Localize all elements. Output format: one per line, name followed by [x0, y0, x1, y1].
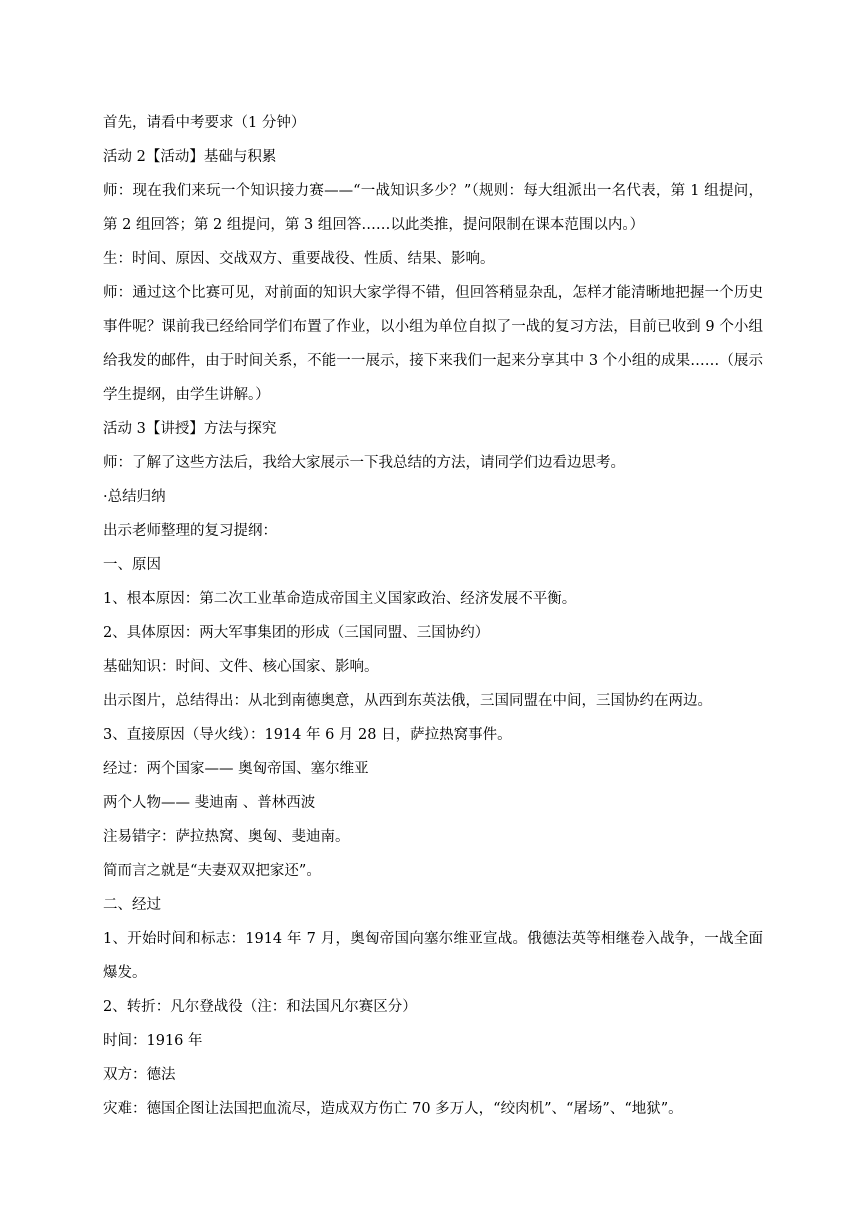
- text-line: 2、具体原因：两大军事集团的形成（三国同盟、三国协约）: [103, 625, 490, 641]
- text-line: 出示图片，总结得出：从北到南德奥意，从西到东英法俄，三国同盟在中间，三国协约在两边。: [103, 693, 712, 709]
- text-line: 师：了解了这些方法后，我给大家展示一下我总结的方法，请同学们边看边思考。: [103, 455, 625, 471]
- activity-heading: 活动 3【讲授】方法与探究: [103, 421, 277, 437]
- section-bullet: ·总结归纳: [103, 489, 166, 505]
- text-line: 基础知识：时间、文件、核心国家、影响。: [103, 659, 379, 675]
- text-paragraph: 1、开始时间和标志：1914 年 7 月，奥匈帝国向塞尔维亚宣战。俄德法英等相继卷入战争，一战全面爆发。: [103, 931, 763, 981]
- text-line: 灾难：德国企图让法国把血流尽，造成双方伤亡 70 多万人，“绞肉机”、“屠场”、“地狱”。: [103, 1101, 683, 1117]
- text-line: 简而言之就是“夫妻双双把家还”。: [103, 863, 321, 879]
- text-line: 经过：两个国家—— 奥匈帝国、塞尔维亚: [103, 761, 369, 777]
- section-heading: 一、原因: [103, 557, 161, 573]
- document-body: [103, 106, 763, 1126]
- text-paragraph: 师：现在我们来玩一个知识接力赛——“一战知识多少？”（规则：每大组派出一名代表，第 1 组提问，第 2 组回答；第 2 组提问，第 3 组回答……以此类推，提问限制在课本范围以内。）: [103, 183, 763, 233]
- activity-heading: 活动 2【活动】基础与积累: [103, 149, 277, 165]
- text-line: 出示老师整理的复习提纲：: [103, 523, 277, 539]
- text-line: 3、直接原因（导火线）：1914 年 6 月 28 日，萨拉热窝事件。: [103, 727, 512, 743]
- section-heading: 二、经过: [103, 897, 161, 913]
- text-line: 时间：1916 年: [103, 1033, 203, 1049]
- text-line: 双方：德法: [103, 1067, 176, 1083]
- text-line: 2、转折：凡尔登战役（注：和法国凡尔赛区分）: [103, 999, 417, 1015]
- text-line: 首先，请看中考要求（1 分钟）: [103, 115, 306, 131]
- text-line: 生：时间、原因、交战双方、重要战役、性质、结果、影响。: [103, 251, 495, 267]
- text-line: 两个人物—— 斐迪南 、普林西波: [103, 795, 316, 811]
- text-line: 注易错字：萨拉热窝、奥匈、斐迪南。: [103, 829, 350, 845]
- text-line: 1、根本原因：第二次工业革命造成帝国主义国家政治、经济发展不平衡。: [103, 591, 577, 607]
- text-paragraph: 师：通过这个比赛可见，对前面的知识大家学得不错，但回答稍显杂乱，怎样才能清晰地把握一个历史事件呢？课前我已经给同学们布置了作业，以小组为单位自拟了一战的复习方法，目前已收到 9 个小组给我发的邮件，由于时间关系，不能一一展示，接下来我们一起来分享其中 3 个小组的成果……（展示学生提纲，由学生讲解。）: [103, 285, 763, 403]
